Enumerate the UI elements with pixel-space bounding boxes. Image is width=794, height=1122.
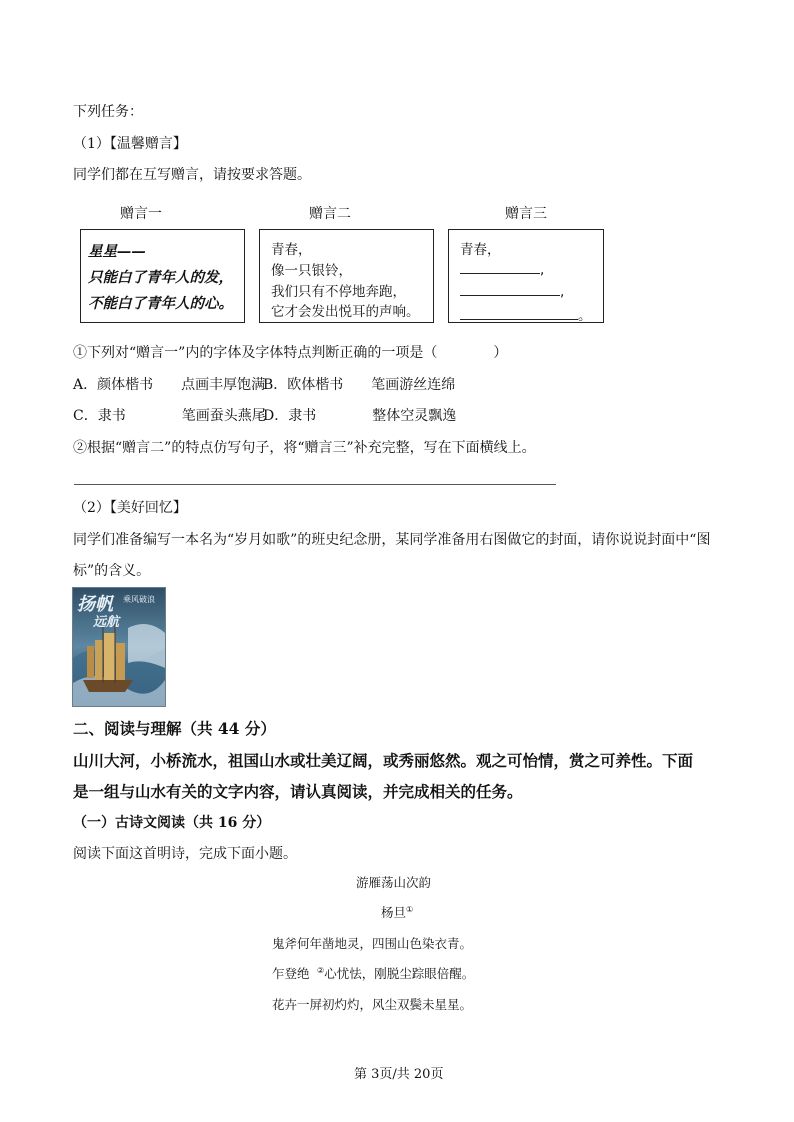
card3-blank-line: , — [460, 261, 544, 278]
blank — [460, 261, 540, 274]
greeting-card-3 — [448, 229, 604, 323]
task2-prompt-line1: 同学们准备编写一本名为“岁月如歌”的班史纪念册，某同学准备用右图做它的封面，请你说说封面中“图 — [73, 532, 711, 548]
poem-title: 游雁荡山次韵 — [356, 875, 432, 890]
intro-text: 下列任务： — [73, 104, 143, 120]
blank — [460, 307, 578, 320]
poem-line-2: 乍登绝 ②心忧怯，刚脱尘踪眼倍醒。 — [272, 965, 475, 981]
task2-prompt-line2: 标”的含义。 — [73, 563, 151, 579]
task1-prompt: 同学们都在互写赠言，请按要求答题。 — [73, 167, 311, 183]
card3-blank-line: 。 — [460, 304, 592, 324]
subsection-heading: （一）古诗文阅读（共 16 分） — [73, 815, 271, 831]
cover-title-2: 远航 — [93, 615, 120, 630]
card2-line: 青春， — [271, 242, 312, 258]
option-a: A．颜体楷书 点画丰厚饱满 — [73, 377, 266, 393]
card3-blank-line: , — [460, 283, 564, 300]
card3-line: 青春， — [460, 242, 501, 258]
answer-line — [74, 484, 556, 485]
cover-image — [72, 587, 166, 707]
section2-heading: 二、阅读与理解（共 44 分） — [73, 719, 276, 738]
card2-line: 我们只有不停地奔跑， — [271, 284, 406, 300]
greeting-card-1 — [80, 229, 245, 323]
card2-line: 像一只银铃， — [271, 263, 352, 279]
poem-author: 杨旦① — [381, 904, 414, 920]
section2-paragraph-line1: 山川大河，小桥流水，祖国山水或壮美辽阔，或秀丽悠然。观之可怡情，赏之可养性。下面 — [73, 751, 694, 770]
question-2: ②根据“赠言二”的特点仿写句子，将“赠言三”补充完整，写在下面横线上。 — [73, 440, 536, 456]
section2-paragraph-line2: 是一组与山水有关的文字内容，请认真阅读，并完成相关的任务。 — [73, 782, 523, 801]
card2-line: 它才会发出悦耳的声响。 — [271, 304, 420, 320]
blank — [460, 283, 560, 296]
footnote-marker: ① — [406, 904, 414, 914]
page-number: 第 3页/共 20页 — [354, 1067, 444, 1082]
card-label-3: 赠言三 — [505, 206, 547, 222]
poem-line-3: 花卉一屏初灼灼，风尘双鬓未星星。 — [272, 997, 473, 1012]
option-c: C．隶书 笔画蚕头燕尾 — [73, 408, 266, 424]
greeting-card-2 — [259, 229, 434, 323]
card1-line: 只能白了青年人的发， — [88, 270, 233, 286]
card1-line: 星星—— — [88, 244, 146, 260]
cover-title: 扬帆 — [77, 594, 113, 615]
option-b: B．欧体楷书 笔画游丝连绵 — [263, 377, 456, 393]
poem-line-1: 鬼斧何年凿地灵，四围山色染衣青。 — [272, 936, 473, 951]
footnote-marker: ② — [317, 965, 325, 975]
card-label-1: 赠言一 — [120, 206, 162, 222]
task2-heading: （2）【美好回忆】 — [73, 500, 187, 516]
card-label-2: 赠言二 — [309, 206, 351, 222]
cover-subtitle: 乘风破浪 — [123, 595, 155, 604]
ship-cover-illustration — [73, 588, 165, 706]
card1-line: 不能白了青年人的心。 — [88, 296, 233, 312]
reading-instruction: 阅读下面这首明诗，完成下面小题。 — [73, 846, 297, 862]
option-d: D．隶书 整体空灵飘逸 — [263, 408, 457, 424]
question-1: ①下列对“赠言一”内的字体及字体特点判断正确的一项是（ ） — [73, 345, 508, 361]
task1-heading: （1）【温馨赠言】 — [73, 136, 187, 152]
